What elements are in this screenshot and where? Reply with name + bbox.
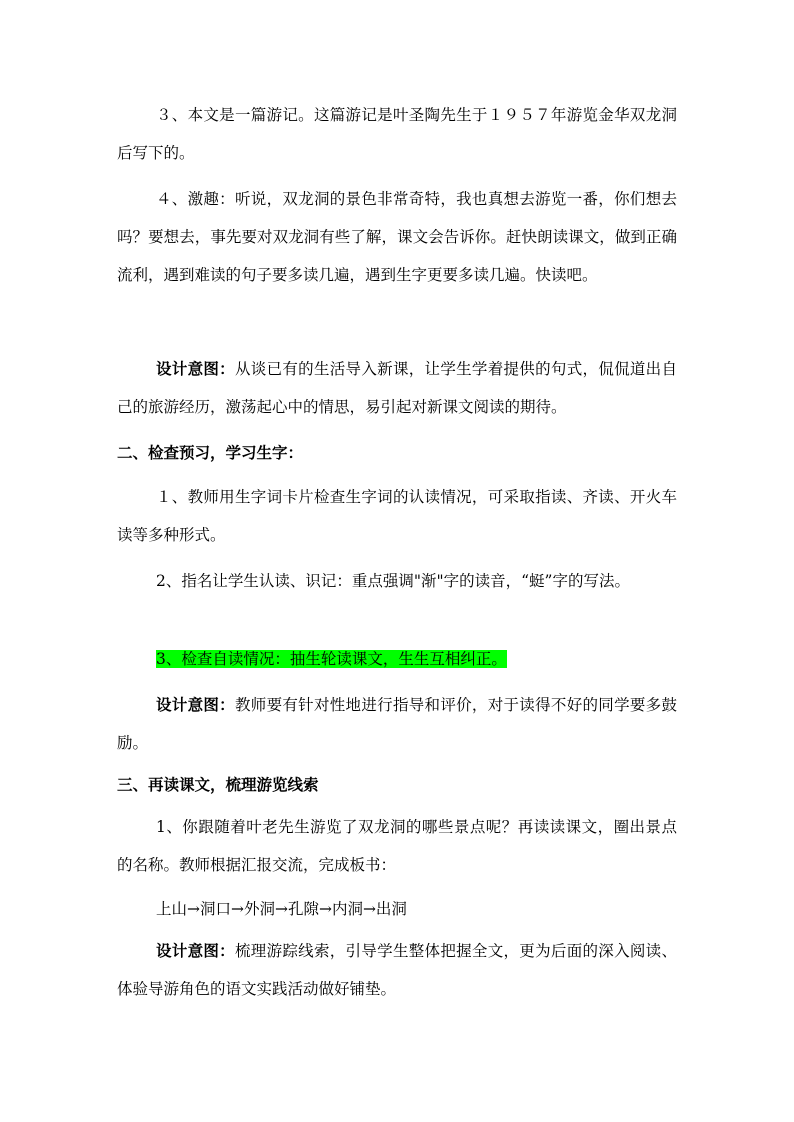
- paragraph-text: ３、本文是一篇游记。这篇游记是叶圣陶先生于１９５７年游览金华双龙洞后写下的。: [117, 106, 677, 162]
- paragraph-item-4: [117, 180, 677, 294]
- paragraph-item-3: [117, 96, 677, 172]
- board-writing: [117, 890, 677, 928]
- design-intent-3: [117, 932, 677, 1008]
- highlighted-text: 3、检查自读情况：抽生轮读课文，生生互相纠正。: [156, 650, 507, 668]
- design-intent-text: 从谈已有的生活导入新课，让学生学着提供的句式，侃侃道出自己的旅游经历，激荡起心中的情思，易引起对新课文阅读的期待。: [117, 360, 677, 416]
- section-heading-3: 三、再读课文，梳理游览线索: [117, 775, 319, 794]
- paragraph-text: １、教师用生字词卡片检查生字词的认读情况，可采取指读、齐读、开火车读等多种形式。: [117, 488, 677, 544]
- design-intent-1: [117, 350, 677, 426]
- paragraph-text: 2、指名让学生认读、识记：重点强调"渐"字的读音，“蜓”字的写法。: [156, 572, 630, 590]
- paragraph-text: 1、你跟随着叶老先生游览了双龙洞的哪些景点呢？再读读课文，圈出景点的名称。教师根据汇报交流，完成板书：: [117, 818, 677, 874]
- paragraph-item-1b: [117, 808, 677, 884]
- paragraph-item-1: [117, 478, 677, 554]
- paragraph-text: ４、激趣：听说，双龙洞的景色非常奇特，我也真想去游览一番，你们想去吗？要想去，事先要对双龙洞有些了解，课文会告诉你。赶快朗读课文，做到正确流利，遇到难读的句子要多读几遍，遇到生字更要多读几遍。快读吧。: [117, 190, 677, 284]
- design-intent-label: 设计意图：: [156, 695, 235, 714]
- design-intent-2: [117, 686, 677, 762]
- design-intent-text: 梳理游踪线索，引导学生整体把握全文，更为后面的深入阅读、体验导游角色的语文实践活动做好铺垫。: [117, 942, 677, 998]
- design-intent-label: 设计意图：: [156, 941, 235, 960]
- paragraph-item-3-highlighted: [117, 640, 677, 678]
- paragraph-item-2: [117, 562, 677, 600]
- design-intent-text: 教师要有针对性地进行指导和评价，对于读得不好的同学要多鼓励。: [117, 696, 677, 752]
- route-text: 上山→洞口→外洞→孔隙→内洞→出洞: [156, 900, 407, 918]
- section-heading-2: 二、检查预习，学习生字：: [117, 443, 304, 462]
- design-intent-label: 设计意图：: [156, 359, 235, 378]
